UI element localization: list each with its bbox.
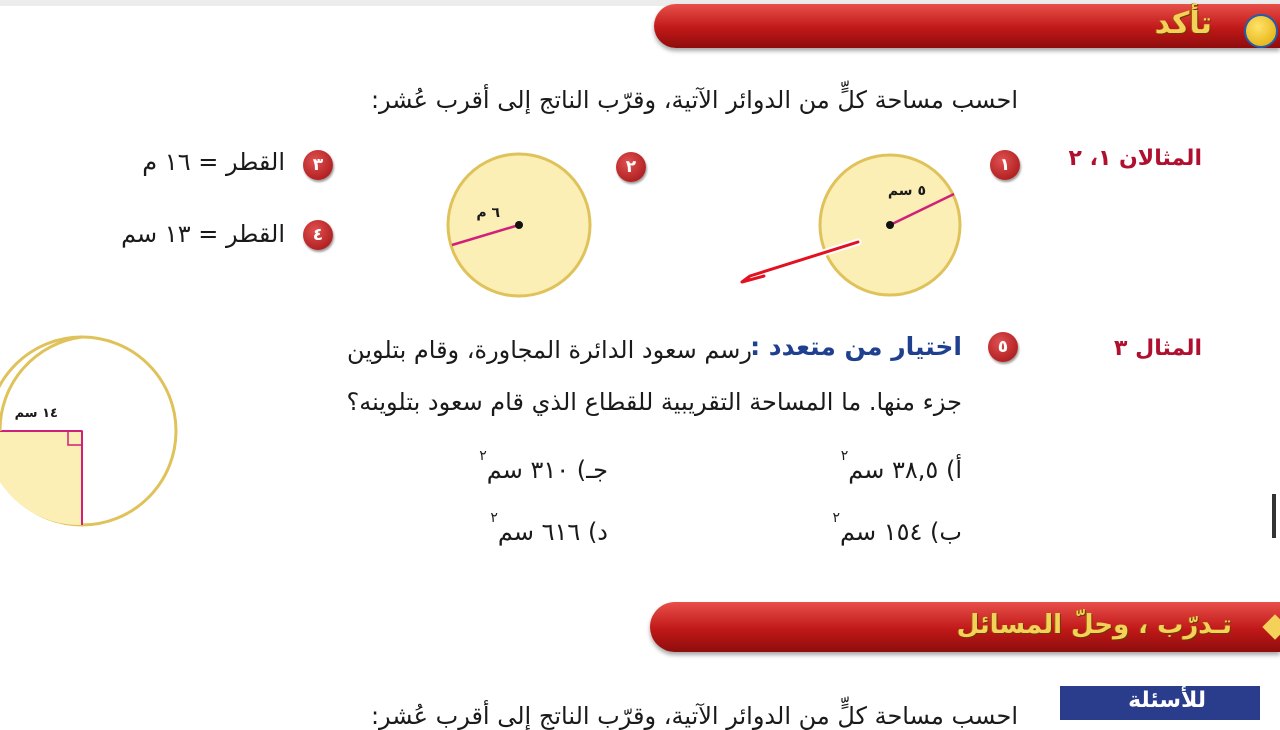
- choice-d-value: ٦١٦ سم: [497, 518, 581, 546]
- instruction-text: احسب مساحة كلٍّ من الدوائر الآتية، وقرّب الناتج إلى أقرب عُشر:: [370, 86, 1018, 114]
- choice-b-key: ب): [930, 518, 962, 546]
- item-1-badge: ١: [990, 150, 1020, 180]
- choice-a-sup: ٢: [840, 448, 849, 464]
- choice-a-value: ٣٨,٥ سم: [848, 456, 939, 484]
- item-4-badge: ٤: [303, 220, 333, 250]
- practice-instruction: احسب مساحة كلٍّ من الدوائر الآتية، وقرّب الناتج إلى أقرب عُشر:: [370, 702, 1018, 730]
- item-3-badge: ٣: [303, 150, 333, 180]
- choice-b: [832, 510, 962, 546]
- check-banner-title: تأكد: [1154, 6, 1212, 41]
- circle-figure-2: [444, 150, 600, 306]
- check-badge-icon: [1244, 14, 1278, 48]
- choice-c-sup: ٢: [479, 448, 487, 464]
- practice-banner-title: تـدرّب ، وحلّ المسائل: [956, 610, 1232, 640]
- item-5-badge: ٥: [988, 332, 1018, 362]
- sector-figure: [0, 334, 184, 530]
- annotation-arrow-icon: [730, 232, 870, 296]
- choice-b-sup: ٢: [832, 510, 840, 526]
- examples-1-2-label: المثالان ١، ٢: [1068, 146, 1202, 171]
- circle-1-center: [886, 221, 894, 229]
- questions-sidebar-box: [1060, 686, 1260, 720]
- choice-d-sup: ٢: [490, 510, 498, 526]
- circle-1-label: ٥ سم: [887, 183, 926, 199]
- choice-c-value: ٣١٠ سم: [486, 456, 570, 484]
- choice-a-key: أ): [945, 456, 962, 484]
- choice-b-value: ١٥٤ سم: [840, 518, 923, 546]
- example-3-label: المثال ٣: [1114, 336, 1202, 361]
- scroll-indicator[interactable]: [1272, 494, 1276, 538]
- choice-c-key: جـ): [576, 456, 608, 484]
- item-2-badge: ٢: [616, 152, 646, 182]
- choice-d-key: د): [587, 518, 608, 546]
- circle-2-label: ٦ م: [476, 205, 500, 221]
- choice-d: [490, 510, 608, 546]
- circle-2-center: [515, 221, 523, 229]
- item-4-text: القطر = ١٣ سم: [121, 220, 285, 248]
- choice-c: [479, 448, 608, 484]
- questions-sidebar-label: للأسئلة: [1128, 688, 1206, 713]
- multiple-choice-heading: اختيار من متعدد :: [750, 332, 962, 361]
- item-3-text: القطر = ١٦ م: [142, 148, 285, 176]
- problem-5-line-2: جزء منها. ما المساحة التقريبية للقطاع الذي قام سعود بتلوينه؟: [346, 388, 962, 416]
- choice-a: [841, 448, 962, 484]
- problem-5-line-1: رسم سعود الدائرة المجاورة، وقام بتلوين: [347, 336, 752, 364]
- sector-radius-label: ١٤ سم: [14, 406, 58, 421]
